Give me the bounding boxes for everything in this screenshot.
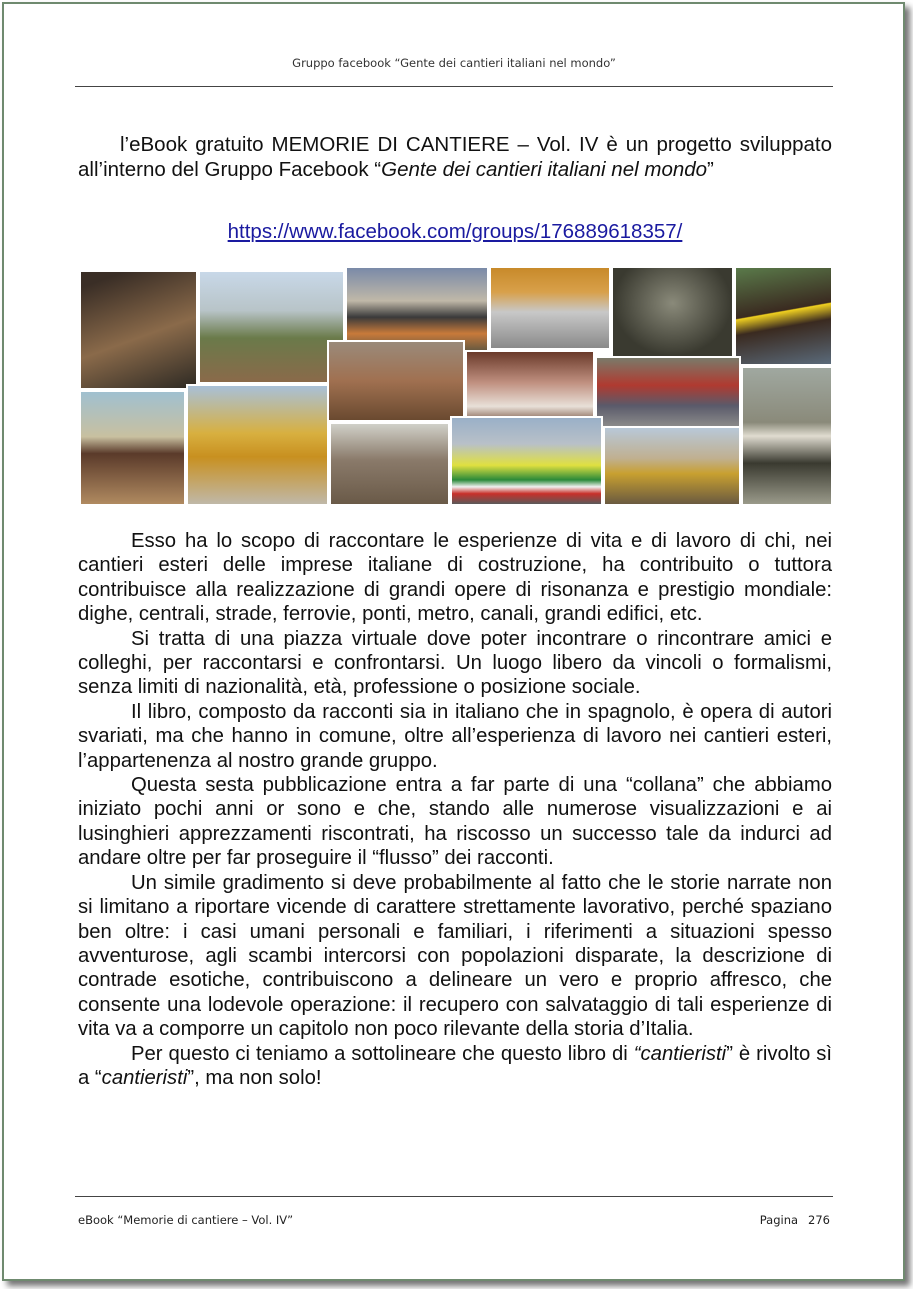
intro-paragraph bbox=[78, 132, 832, 182]
bridge-construction-photo bbox=[198, 270, 345, 384]
gantry-crane-photo bbox=[489, 266, 611, 350]
running-header: Gruppo facebook “Gente dei cantieri italiani nel mondo” bbox=[292, 56, 616, 70]
rock-drilling-photo bbox=[329, 422, 450, 506]
facebook-group-link[interactable]: https://www.facebook.com/groups/176889618357/ bbox=[227, 220, 683, 243]
children-village-photo bbox=[327, 340, 465, 422]
mobile-crane-photo bbox=[186, 384, 329, 506]
photo-collage bbox=[79, 266, 833, 506]
men-seated-photo bbox=[595, 356, 741, 428]
paragraph-series: Questa sesta pubblicazione entra a far parte di una “collana” che abbiamo iniziato pochi anni or sono e che, stando alle numerose visualizzazioni e ai lusinghieri apprezzamenti riscontrati, ha riscosso un successo tale da indurci ad andare oltre per far proseguire il “flusso” dei racconti. bbox=[78, 774, 832, 870]
child-helmet-photo bbox=[79, 390, 186, 506]
dinner-group-photo bbox=[465, 350, 595, 422]
group-name: Gente dei cantieri italiani nel mondo bbox=[381, 158, 708, 181]
tunnel-excavator-photo bbox=[611, 266, 734, 358]
paragraph-book-authors: Il libro, composto da racconti sia in italiano che in spagnolo, è opera di autori svariati, ma che hanno in comune, oltre all’esperienza di lavoro nei cantieri esteri, l’appartenenza al nostro grande gruppo. bbox=[78, 700, 832, 772]
earthmoving-machines-photo bbox=[603, 426, 741, 506]
header-divider bbox=[75, 86, 833, 87]
page-number bbox=[760, 1213, 830, 1227]
surveyor-photo bbox=[741, 366, 833, 506]
tunnel-railway-photo bbox=[79, 270, 198, 390]
worker-yellow-helmet-photo bbox=[734, 266, 833, 366]
intro-close-quote: ” bbox=[707, 158, 714, 181]
paragraph-virtual-square: Si tratta di una piazza virtuale dove poter incontrare o rincontrare amici e colleghi, per raccontarsi e confrontarsi. Un luogo libero da vincoli o formalismi, senza limiti di nazionalità, età, professione o posizione sociale. bbox=[78, 627, 832, 699]
team-flag-photo bbox=[450, 416, 603, 506]
paragraph-purpose: Esso ha lo scopo di raccontare le esperienze di vita e di lavoro di chi, nei cantieri esteri delle imprese italiane di costruzione, ha contribuito o tuttora contribuisce alla realizzazione di grandi opere di risonanza e prestigio mondiale: dighe, centrali, strade, ferrovie, ponti, metro, canali, grandi edifici, etc. bbox=[78, 530, 832, 626]
page-number-value: 276 bbox=[808, 1213, 830, 1227]
paragraph-success: Un simile gradimento si deve probabilmente al fatto che le storie narrate non si limitano a riportare vicende di carattere strettamente lavorativo, perché spaziano ben oltre: i casi umani personali e familiari, i riferimenti a situazioni spesso avventurose, agli scambi intercorsi con popolazioni disparate, la descrizione di contrade esotiche, contribuiscono a delineare un vero e proprio affresco, che consente una lodevole operazione: il recupero con salvataggio di tali esperienze di vita va a comporre un capitolo non poco rilevante della storia d’Italia. bbox=[78, 871, 832, 1041]
page-label: Pagina bbox=[759, 1213, 799, 1227]
footer-divider bbox=[75, 1196, 833, 1197]
footer-title: eBook “Memorie di cantiere – Vol. IV” bbox=[78, 1213, 294, 1227]
intro-text: l’eBook gratuito MEMORIE DI CANTIERE – Vol. IV è un progetto sviluppato all’interno del Gruppo Facebook “ bbox=[78, 133, 832, 181]
paragraph-closing: Per questo ci teniamo a sottolineare che questo libro di “cantieristi” è rivolto sì a “cantieristi”, ma non solo! bbox=[78, 1042, 832, 1089]
body-text bbox=[78, 529, 832, 1090]
